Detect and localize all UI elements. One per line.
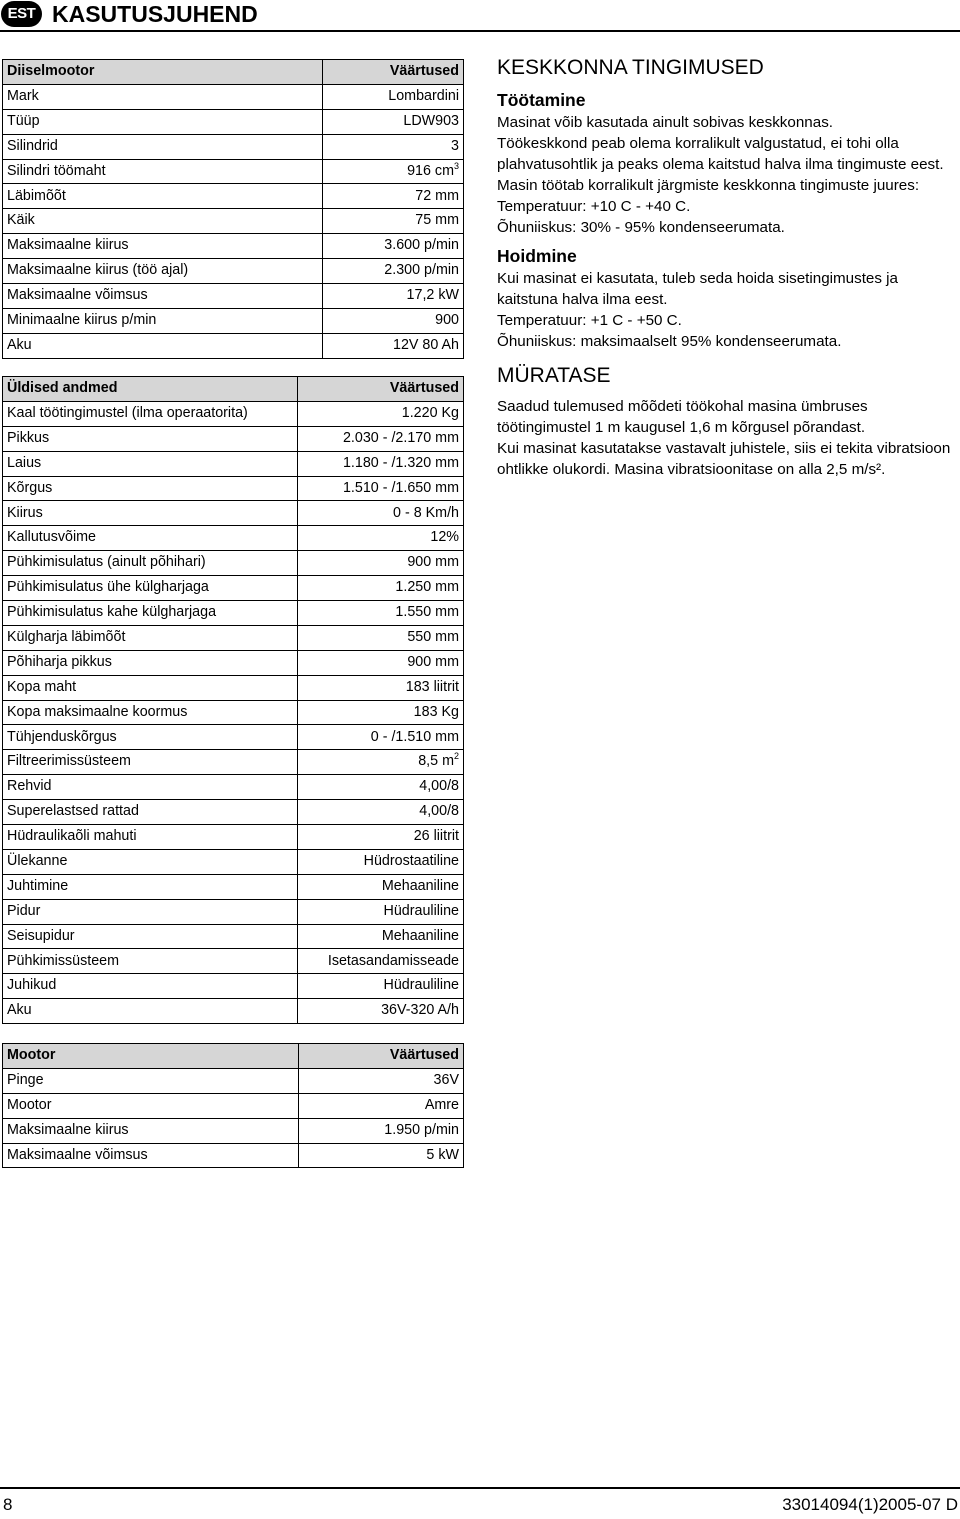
- table-row: [3, 1093, 464, 1118]
- table-row: [3, 284, 464, 309]
- spec-value-text: 1.180 - /1.320 mm: [342, 454, 459, 471]
- table-row: [3, 209, 464, 234]
- spec-value: [298, 426, 464, 451]
- table-row: [3, 800, 464, 825]
- spec-value: [298, 775, 464, 800]
- spec-label: Aku: [3, 999, 298, 1024]
- page-header: [0, 0, 960, 30]
- diesel-engine-table: [2, 59, 464, 359]
- spec-value: [323, 284, 464, 309]
- spec-value-text: 72 mm: [415, 187, 459, 204]
- document-code: 33014094(1)2005-07 D: [782, 1495, 958, 1514]
- spec-label: Seisupidur: [3, 924, 298, 949]
- spec-value-text: 900 mm: [407, 653, 459, 670]
- spec-label: Pühkimisulatus kahe külgharjaga: [3, 601, 298, 626]
- spec-value: [298, 849, 464, 874]
- spec-value: [323, 308, 464, 333]
- spec-label: Rehvid: [3, 775, 298, 800]
- table-row: [3, 551, 464, 576]
- spec-label: Mootor: [3, 1093, 299, 1118]
- spec-label: Maksimaalne kiirus (töö ajal): [3, 259, 323, 284]
- footer-divider: [0, 1487, 960, 1489]
- spec-label: Pinge: [3, 1068, 299, 1093]
- unit-exponent: 2: [453, 751, 459, 762]
- page-number: 8: [3, 1495, 13, 1514]
- spec-value-text: 0 - /1.510 mm: [370, 728, 459, 745]
- table-header-row: [3, 377, 464, 402]
- table-row: [3, 725, 464, 750]
- spec-value: [323, 209, 464, 234]
- spec-label: Pidur: [3, 899, 298, 924]
- table-row: [3, 401, 464, 426]
- spec-value-text: 75 mm: [415, 212, 459, 229]
- table-row: [3, 924, 464, 949]
- spec-value-text: Lombardini: [388, 87, 459, 104]
- spec-label: Kallutusvõime: [3, 526, 298, 551]
- table-row: [3, 259, 464, 284]
- table-row: [3, 526, 464, 551]
- spec-value: [298, 1118, 463, 1143]
- values-heading: Väärtused: [298, 1044, 463, 1069]
- table-header-row: [3, 1044, 464, 1069]
- spec-value: [298, 526, 464, 551]
- table-row: [3, 1143, 464, 1168]
- spec-value: [298, 825, 464, 850]
- spec-value-text: Hüdrauliline: [383, 902, 459, 919]
- spec-label: Juhikud: [3, 974, 298, 999]
- storage-title: Hoidmine: [497, 246, 577, 266]
- spec-value-text: 8,5 m: [418, 753, 454, 770]
- spec-value-text: LDW903: [403, 112, 459, 129]
- spec-value-text: 26 liitrit: [413, 828, 459, 845]
- spec-value-text: 550 mm: [407, 628, 459, 645]
- noise-title: MÜRATASE: [497, 364, 611, 387]
- table-row: [3, 159, 464, 184]
- spec-value: [298, 700, 464, 725]
- spec-label: Mark: [3, 84, 323, 109]
- table-row: [3, 84, 464, 109]
- table-row: [3, 576, 464, 601]
- table-row: [3, 451, 464, 476]
- spec-value-text: 183 Kg: [413, 703, 459, 720]
- spec-value: [323, 159, 464, 184]
- spec-label: Kiirus: [3, 501, 298, 526]
- spec-value: [298, 750, 464, 775]
- spec-value-text: Mehaaniline: [381, 927, 459, 944]
- spec-label: Tühjenduskõrgus: [3, 725, 298, 750]
- spec-value: [298, 601, 464, 626]
- spec-label: Kaal töötingimustel (ilma operaatorita): [3, 401, 298, 426]
- table-row: [3, 184, 464, 209]
- spec-value: [298, 924, 464, 949]
- spec-value-text: Hüdrauliline: [383, 977, 459, 994]
- table-row: [3, 650, 464, 675]
- table-row: [3, 1118, 464, 1143]
- table-row: [3, 308, 464, 333]
- spec-value: [298, 725, 464, 750]
- general-data-table: [2, 376, 464, 1024]
- table-row: [3, 675, 464, 700]
- spec-label: Pühkimissüsteem: [3, 949, 298, 974]
- table-row: [3, 750, 464, 775]
- spec-value-text: 900 mm: [407, 554, 459, 571]
- spec-value: [298, 451, 464, 476]
- spec-value: [323, 184, 464, 209]
- table-heading: Üldised andmed: [3, 377, 298, 402]
- spec-label: Põhiharja pikkus: [3, 650, 298, 675]
- spec-value-text: 4,00/8: [419, 803, 459, 820]
- spec-label: Ülekanne: [3, 849, 298, 874]
- spec-value-text: 916 cm: [407, 162, 454, 179]
- spec-value-text: 2.030 - /2.170 mm: [342, 429, 459, 446]
- spec-value-text: 3: [451, 137, 459, 154]
- header-divider: [0, 30, 960, 32]
- spec-label: Filtreerimissüsteem: [3, 750, 298, 775]
- spec-value-text: 2.300 p/min: [384, 262, 459, 279]
- spec-value: [298, 974, 464, 999]
- table-row: [3, 501, 464, 526]
- table-row: [3, 109, 464, 134]
- spec-value-text: 1.510 - /1.650 mm: [342, 479, 459, 496]
- spec-value: [323, 259, 464, 284]
- spec-label: Pühkimisulatus ühe külgharjaga: [3, 576, 298, 601]
- table-row: [3, 476, 464, 501]
- table-row: [3, 825, 464, 850]
- spec-value: [298, 576, 464, 601]
- spec-label: Kõrgus: [3, 476, 298, 501]
- spec-label: Minimaalne kiirus p/min: [3, 308, 323, 333]
- table-row: [3, 775, 464, 800]
- table-row: [3, 700, 464, 725]
- spec-label: Pikkus: [3, 426, 298, 451]
- spec-value: [323, 109, 464, 134]
- spec-value-text: 4,00/8: [419, 778, 459, 795]
- table-row: [3, 999, 464, 1024]
- noise-paragraph-1: Saadud tulemused mõõdeti töökohal masina ümbruses töötingimustel 1 m kaugusel 1,6 m kõrgusel põrandast.: [497, 398, 868, 436]
- table-row: [3, 333, 464, 358]
- spec-value: [298, 800, 464, 825]
- spec-value: [298, 401, 464, 426]
- spec-value-text: 17,2 kW: [406, 287, 459, 304]
- operation-paragraph-2: Töökeskkond peab olema korralikult valgustatud, ei tohi olla plahvatusohtlik ja peaks olema kaitstud halva ilma tingimuste eest.: [497, 135, 944, 173]
- spec-label: Läbimõõt: [3, 184, 323, 209]
- table-row: [3, 974, 464, 999]
- spec-label: Maksimaalne võimsus: [3, 1143, 299, 1168]
- table-row: [3, 949, 464, 974]
- spec-value-text: 3.600 p/min: [384, 237, 459, 254]
- storage-temperature: Temperatuur: +1 C - +50 C.: [497, 312, 682, 329]
- spec-value-text: 900: [435, 311, 459, 328]
- spec-value: [323, 333, 464, 358]
- operation-temperature: Temperatuur: +10 C - +40 C.: [497, 198, 691, 215]
- table-row: [3, 601, 464, 626]
- spec-value-text: Hüdrostaatiline: [363, 852, 459, 869]
- table-row: [3, 874, 464, 899]
- spec-value-text: 1.550 mm: [395, 604, 459, 621]
- spec-label: Juhtimine: [3, 874, 298, 899]
- spec-value-text: Amre: [424, 1096, 459, 1113]
- spec-label: Silindri töömaht: [3, 159, 323, 184]
- spec-value: [298, 675, 464, 700]
- spec-value-text: 1.250 mm: [395, 579, 459, 596]
- table-heading: Diiselmootor: [3, 60, 323, 85]
- spec-value: [298, 476, 464, 501]
- table-row: [3, 134, 464, 159]
- storage-paragraph-1: Kui masinat ei kasutata, tuleb seda hoida sisetingimustes ja kaitstuna halva ilma eest.: [497, 270, 899, 308]
- spec-label: Pühkimisulatus (ainult põhihari): [3, 551, 298, 576]
- spec-value-text: 183 liitrit: [405, 678, 459, 695]
- spec-label: Kopa maksimaalne koormus: [3, 700, 298, 725]
- spec-value: [298, 551, 464, 576]
- operation-paragraph-3: Masin töötab korralikult järgmiste keskkonna tingimuste juures:: [497, 177, 920, 194]
- spec-value: [298, 1093, 463, 1118]
- spec-value-text: Mehaaniline: [381, 877, 459, 894]
- spec-label: Käik: [3, 209, 323, 234]
- table-row: [3, 849, 464, 874]
- spec-value: [298, 1143, 463, 1168]
- document-title: KASUTUSJUHEND: [52, 1, 258, 27]
- spec-value: [323, 84, 464, 109]
- spec-value: [298, 501, 464, 526]
- storage-humidity: Õhuniiskus: maksimaalselt 95% kondenseerumata.: [497, 333, 842, 350]
- language-badge: EST: [1, 1, 42, 27]
- spec-value: [298, 999, 464, 1024]
- table-heading: Mootor: [3, 1044, 299, 1069]
- spec-value-text: 12%: [430, 529, 459, 546]
- environment-title: KESKKONNA TINGIMUSED: [497, 56, 764, 79]
- unit-exponent: 3: [453, 160, 459, 171]
- spec-value: [298, 899, 464, 924]
- table-header-row: [3, 60, 464, 85]
- spec-value: [298, 949, 464, 974]
- operation-paragraph-1: Masinat võib kasutada ainult sobivas keskkonnas.: [497, 114, 834, 131]
- spec-label: Aku: [3, 333, 323, 358]
- values-heading: Väärtused: [298, 377, 464, 402]
- spec-value: [298, 650, 464, 675]
- spec-label: Hüdraulikaõli mahuti: [3, 825, 298, 850]
- spec-value: [298, 1068, 463, 1093]
- spec-label: Tüüp: [3, 109, 323, 134]
- electric-motor-table: [2, 1043, 464, 1168]
- spec-label: Laius: [3, 451, 298, 476]
- spec-value-text: 1.220 Kg: [401, 404, 459, 421]
- table-row: [3, 625, 464, 650]
- noise-paragraph-2: Kui masinat kasutatakse vastavalt juhistele, siis ei tekita vibratsioon ohtlikke olukordi. Masina vibratsioonitase on alla 2,5 m/s².: [497, 440, 951, 478]
- spec-value: [298, 625, 464, 650]
- spec-value-text: 36V-320 A/h: [381, 1002, 459, 1019]
- table-row: [3, 426, 464, 451]
- table-row: [3, 1068, 464, 1093]
- table-row: [3, 234, 464, 259]
- spec-value-text: 5 kW: [426, 1146, 459, 1163]
- environment-section: [497, 54, 957, 480]
- spec-value: [323, 134, 464, 159]
- values-heading: Väärtused: [323, 60, 464, 85]
- spec-label: Maksimaalne kiirus: [3, 1118, 299, 1143]
- spec-label: Maksimaalne võimsus: [3, 284, 323, 309]
- spec-value-text: 36V: [433, 1071, 459, 1088]
- spec-value-text: 12V 80 Ah: [393, 336, 459, 353]
- spec-label: Maksimaalne kiirus: [3, 234, 323, 259]
- spec-value-text: 1.950 p/min: [384, 1121, 459, 1138]
- operation-title: Töötamine: [497, 90, 586, 110]
- table-row: [3, 899, 464, 924]
- spec-label: Külgharja läbimõõt: [3, 625, 298, 650]
- spec-value-text: 0 - 8 Km/h: [393, 504, 459, 521]
- spec-value: [323, 234, 464, 259]
- spec-value-text: Isetasandamisseade: [327, 952, 459, 969]
- spec-label: Silindrid: [3, 134, 323, 159]
- spec-value: [298, 874, 464, 899]
- spec-label: Kopa maht: [3, 675, 298, 700]
- operation-humidity: Õhuniiskus: 30% - 95% kondenseerumata.: [497, 219, 785, 236]
- spec-label: Superelastsed rattad: [3, 800, 298, 825]
